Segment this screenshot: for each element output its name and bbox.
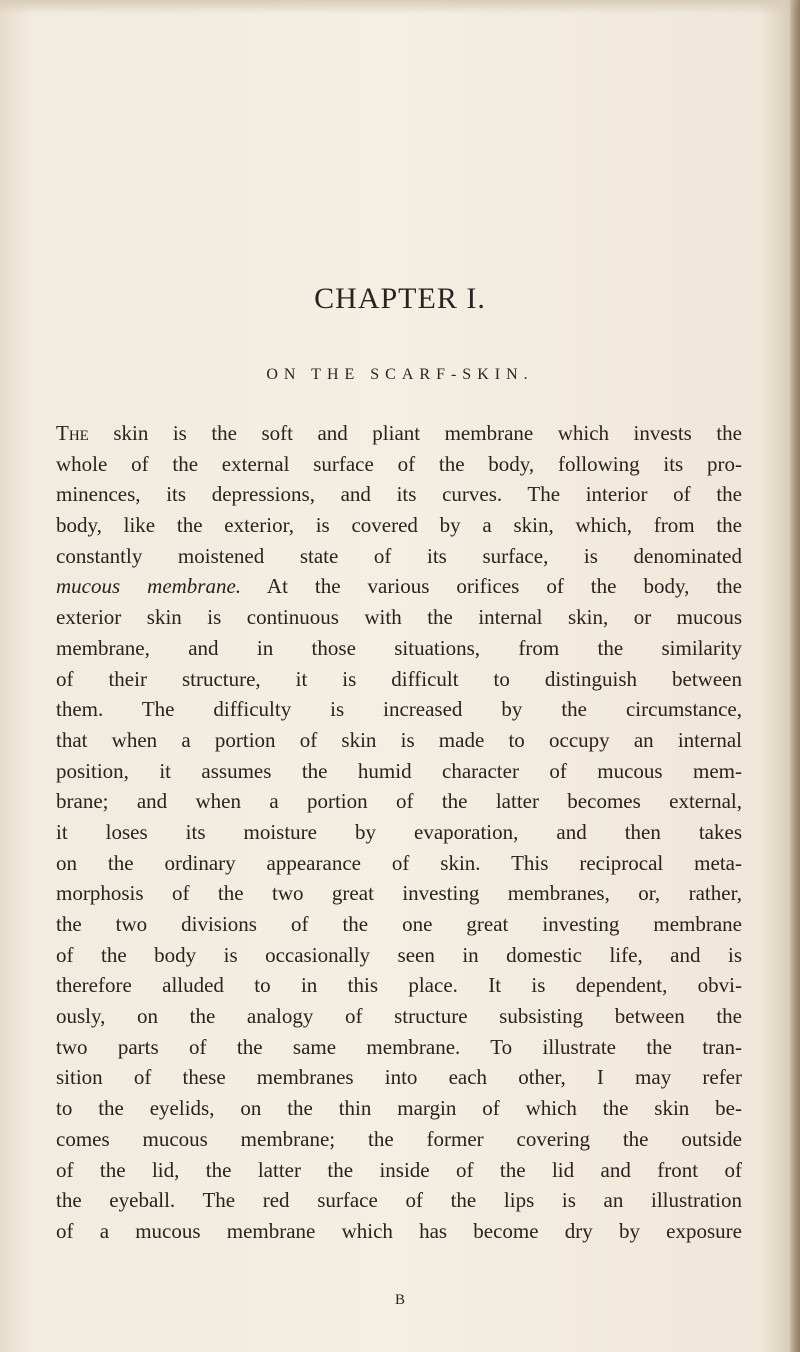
- page-right-edge: [790, 0, 800, 1352]
- text-line: of their structure, it is difficult to distinguish between: [56, 666, 742, 691]
- text-line: position, it assumes the humid character of mucous mem-: [56, 758, 742, 783]
- chapter-title: CHAPTER I.: [314, 282, 486, 315]
- text-line: it loses its moisture by evaporation, and then takes: [56, 819, 742, 844]
- line6-text: At the various orifices of the body, the: [241, 574, 742, 599]
- text-line: minences, its depressions, and its curves. The interior of the: [56, 482, 742, 507]
- text-line: morphosis of the two great investing membranes, or, rather,: [56, 881, 742, 906]
- text-line: the eyeball. The red surface of the lips is an illustration: [56, 1188, 742, 1213]
- text-line: body, like the exterior, is covered by a skin, which, from the: [56, 513, 742, 538]
- text-line: ously, on the analogy of structure subsisting between the: [56, 1004, 742, 1029]
- first-line-text: skin is the soft and pliant membrane which invests the: [88, 421, 742, 445]
- text-line: on the ordinary appearance of skin. This reciprocal meta-: [56, 850, 742, 875]
- body-paragraph: [56, 418, 742, 1247]
- text-line: two parts of the same membrane. To illustrate the tran-: [56, 1034, 742, 1059]
- text-line: therefore alluded to in this place. It is dependent, obvi-: [56, 973, 742, 998]
- text-line: of the body is occasionally seen in domestic life, and is: [56, 942, 742, 967]
- text-line: exterior skin is continuous with the internal skin, or mucous: [56, 605, 742, 630]
- text-line: constantly moistened state of its surface, is denominated: [56, 543, 742, 568]
- text-line: them. The difficulty is increased by the circumstance,: [56, 697, 742, 722]
- text-line: of the lid, the latter the inside of the lid and front of: [56, 1157, 742, 1182]
- lead-word: The: [56, 421, 89, 445]
- text-line: membrane, and in those situations, from the similarity: [56, 635, 742, 660]
- signature-mark: B: [394, 1292, 405, 1308]
- text-line: comes mucous membrane; the former covering the outside: [56, 1126, 742, 1151]
- text-line: brane; and when a portion of the latter becomes external,: [56, 789, 742, 814]
- text-line: sition of these membranes into each other, I may refer: [56, 1065, 742, 1090]
- text-line: that when a portion of skin is made to occupy an internal: [56, 727, 742, 752]
- section-title: ON THE SCARF-SKIN.: [266, 366, 534, 383]
- text-line: of a mucous membrane which has become dry by exposure: [56, 1218, 742, 1243]
- text-line: to the eyelids, on the thin margin of which the skin be-: [56, 1096, 742, 1121]
- page-top-shadow: [0, 0, 800, 14]
- text-line-6: [56, 571, 742, 602]
- text-line: the two divisions of the one great investing membrane: [56, 912, 742, 936]
- text-line-1: [56, 418, 742, 449]
- text-line: whole of the external surface of the body, following its pro-: [56, 451, 742, 476]
- italic-term: mucous membrane.: [56, 574, 242, 599]
